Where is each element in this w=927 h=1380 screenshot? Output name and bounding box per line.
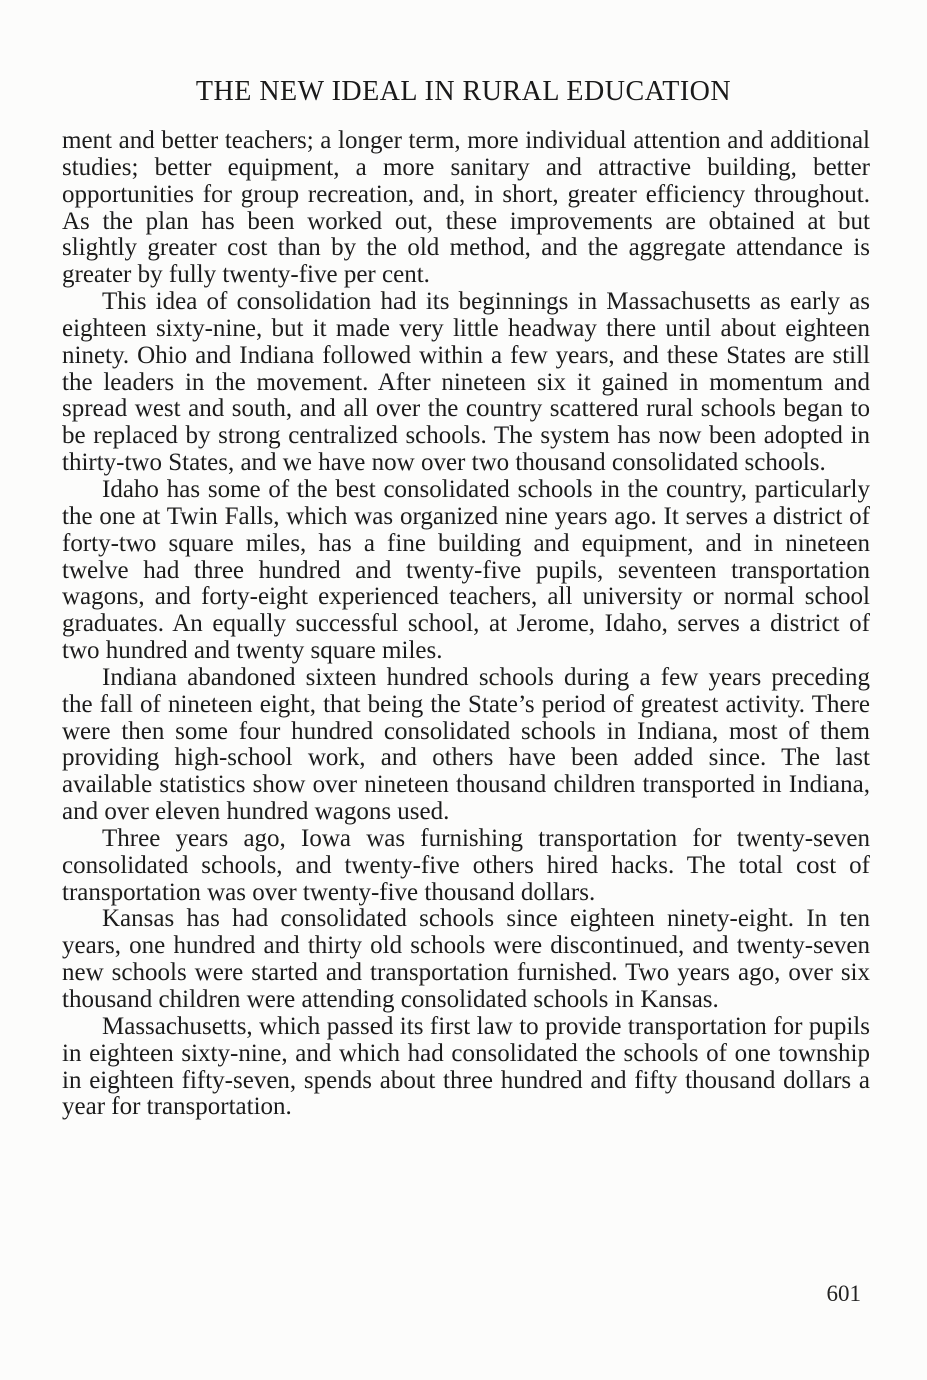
- paragraph-3: Idaho has some of the best consolidated schools in the country, particularly the one at Twin Falls, which was organized nine years ago. It serves a district of forty-two square miles, has a fine building and equipment, and in nineteen twelve had three hundred and twenty-five pupils, seventeen transportation wagons, and forty-eight experienced teachers, all university or normal school graduates. An equally successful school, at Jerome, Idaho, serves a district of two hundred and twenty square miles.: [62, 475, 870, 665]
- paragraph-5: Three years ago, Iowa was furnishing transportation for twenty-seven consolidated schools, and twenty-five others hired hacks. The total cost of transportation was over twenty-five thousand dollars.: [62, 824, 870, 906]
- paragraph-6: Kansas has had consolidated schools since eighteen ninety-eight. In ten years, one hundred and thirty old schools were discontinued, and twenty-seven new schools were started and transportation furnished. Two years ago, over six thousand children were attending consolidated schools in Kansas.: [62, 905, 870, 1013]
- paragraph-4: Indiana abandoned sixteen hundred schools during a few years preceding the fall of nineteen eight, that being the State’s period of greatest activity. There were then some four hundred consolidated schools in Indiana, most of them providing high-school work, and others have been added since. The last available statistics show over nineteen thousand children transported in Indiana, and over eleven hundred wagons used.: [62, 663, 870, 826]
- body-text: [62, 128, 870, 1121]
- paragraph-7: Massachusetts, which passed its first law to provide transportation for pupils in eighteen sixty-nine, and which had consolidated the schools of one township in eighteen fifty-seven, spends about three hundred and fifty thousand dollars a year for transportation.: [62, 1012, 870, 1121]
- running-head: THE NEW IDEAL IN RURAL EDUCATION: [195, 76, 732, 107]
- paragraph-1: ment and better teachers; a longer term, more individual attention and additional studies; better equipment, a more sanitary and attractive building, better opportunities for group recreation, and, in short, greater efficiency throughout. As the plan has been worked out, these improvements are obtained at but slightly greater cost than by the old method, and the aggregate attendance is greater by fully twenty-five per cent.: [62, 127, 870, 289]
- paragraph-2: This idea of consolidation had its beginnings in Massachusetts as early as eighteen sixty-nine, but it made very little headway there until about eighteen ninety. Ohio and Indiana followed within a few years, and these States are still the leaders in the movement. After nineteen six it gained in momentum and spread west and south, and all over the country scattered rural schools began to be replaced by strong centralized schools. The system has now been adopted in thirty-two States, and we have now over two thousand consolidated schools.: [62, 288, 870, 477]
- page-number: 601: [826, 1281, 861, 1306]
